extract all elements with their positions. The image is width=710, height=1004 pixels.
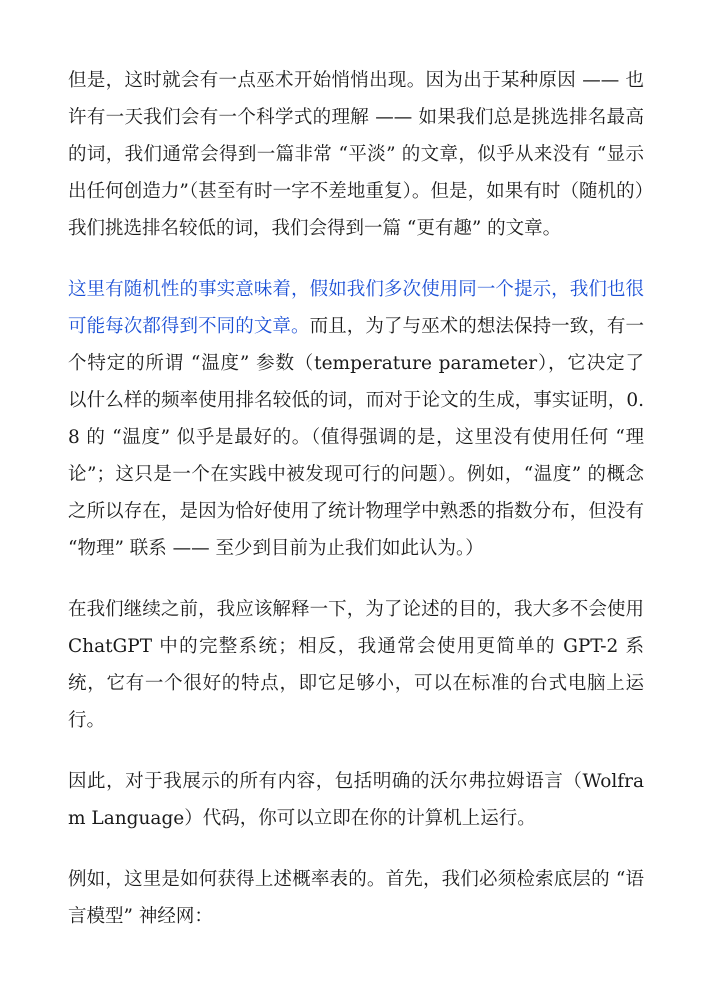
paragraph-3-text: 在我们继续之前，我应该解释一下，为了论述的目的，我大多不会使用 ChatGPT 中的完整系统；相反，我通常会使用更简单的 GPT-2 系统，它有一个很好的特点，即它足够小，可以在标准的台式电脑上运行。 xyxy=(68,599,644,731)
document-page xyxy=(68,62,644,935)
paragraph-2-text: 而且，为了与巫术的想法保持一致，有一个特定的所谓 “温度” 参数（temperature parameter），它决定了以什么样的频率使用排名较低的词，而对于论文的生成，事实证明，0.8 的 “温度” 似乎是最好的。（值得强调的是，这里没有使用任何 “理论”；这只是一个在实践中被发现可行的问题）。例如，“温度” 的概念之所以存在，是因为恰好使用了统计物理学中熟悉的指数分布，但没有 “物理” 联系 —— 至少到目前为止我们如此认为。） xyxy=(68,316,644,559)
paragraph-4 xyxy=(68,763,644,837)
paragraph-5-text: 例如，这里是如何获得上述概率表的。首先，我们必须检索底层的 “语言模型” 神经网： xyxy=(68,869,644,927)
paragraph-2 xyxy=(68,271,644,567)
paragraph-3 xyxy=(68,591,644,739)
paragraph-5 xyxy=(68,861,644,935)
paragraph-2-highlight: 这里有随机性的事实意味着，假如我们多次使用同一个提示，我们也很可能每次都得到不同的文章。 xyxy=(68,279,644,337)
paragraph-1 xyxy=(68,62,644,247)
paragraph-4-text: 因此，对于我展示的所有内容，包括明确的沃尔弗拉姆语言（Wolfram Language）代码，你可以立即在你的计算机上运行。 xyxy=(68,771,644,829)
paragraph-1-text: 但是，这时就会有一点巫术开始悄悄出现。因为出于某种原因 —— 也许有一天我们会有一个科学式的理解 —— 如果我们总是挑选排名最高的词，我们通常会得到一篇非常 “平淡” 的文章，似乎从来没有 “显示出任何创造力”（甚至有时一字不差地重复）。但是，如果有时（随机的）我们挑选排名较低的词，我们会得到一篇 “更有趣” 的文章。 xyxy=(68,70,644,239)
